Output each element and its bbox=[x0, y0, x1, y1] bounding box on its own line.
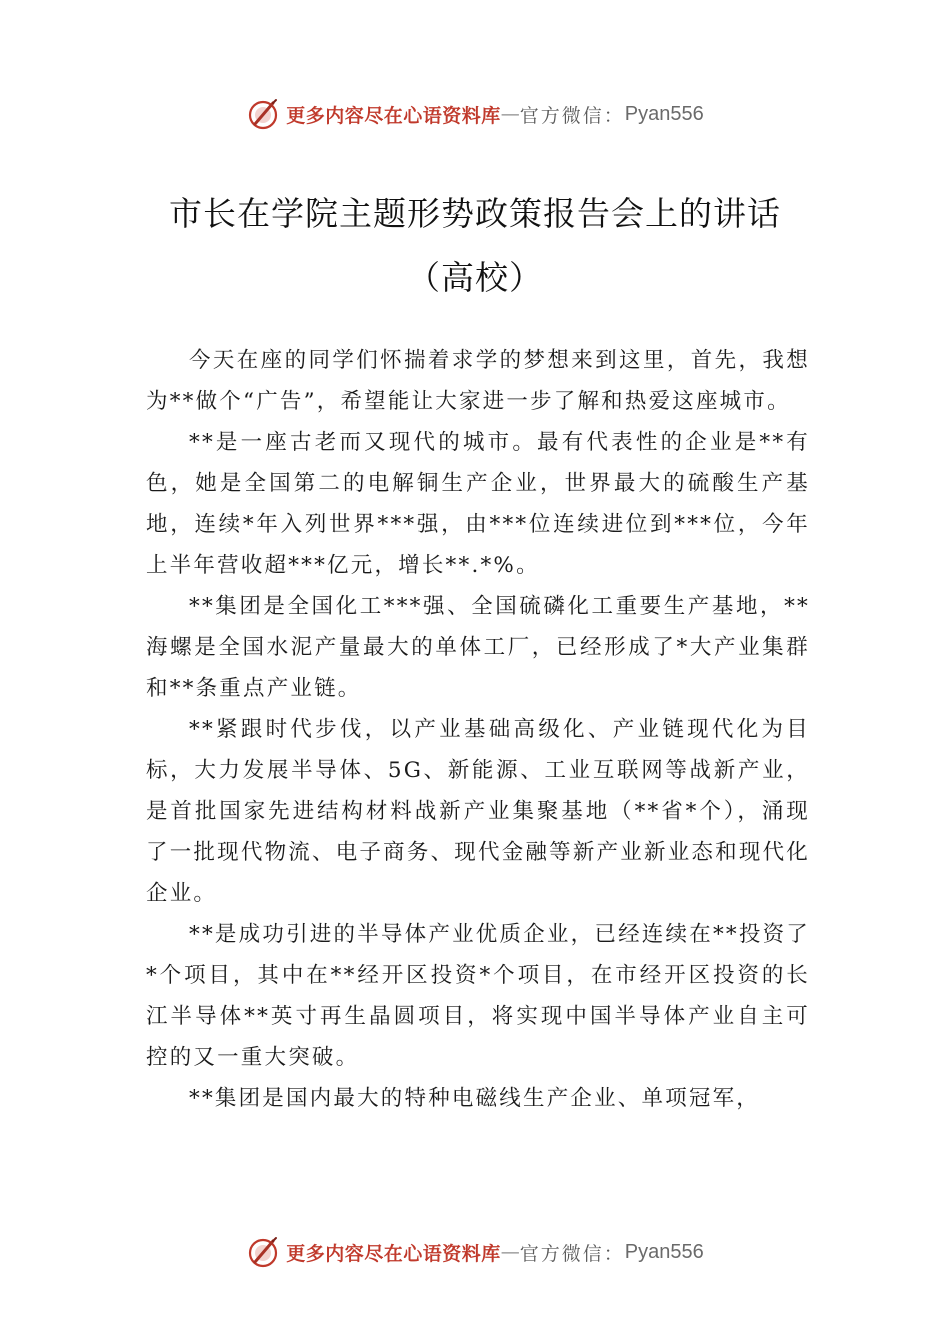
paragraph: **是成功引进的半导体产业优质企业，已经连续在**投资了*个项目，其中在**经开区投资*个项目，在市经开区投资的长江半导体**英寸再生晶圆项目，将实现中国半导体产业自主可控的又一重大突破。 bbox=[146, 922, 810, 1070]
banner-separator: — bbox=[500, 103, 520, 125]
banner-separator: — bbox=[500, 1241, 520, 1263]
paragraph: 今天在座的同学们怀揣着求学的梦想来到这里，首先，我想为**做个“广告”，希望能让大家进一步了解和热爱这座城市。 bbox=[146, 348, 810, 414]
pen-seal-logo-icon bbox=[246, 1235, 280, 1269]
paragraph: **紧跟时代步伐，以产业基础高级化、产业链现代化为目标，大力发展半导体、5G、新能源、工业互联网等战新产业，是首批国家先进结构材料战新产业集聚基地（**省*个），涌现了一批现代物流、电子商务、现代金融等新产业新业态和现代化企业。 bbox=[146, 717, 810, 906]
banner-wechat-label: 官方微信： bbox=[519, 1242, 625, 1265]
paragraph: **集团是全国化工***强、全国硫磷化工重要生产基地，**海螺是全国水泥产量最大的单体工厂，已经形成了*大产业集群和**条重点产业链。 bbox=[146, 594, 810, 701]
banner-brand-text: 更多内容尽在心语资料库 bbox=[286, 104, 501, 127]
pen-seal-logo-icon bbox=[246, 97, 280, 131]
header-banner bbox=[0, 94, 950, 134]
banner-brand-text: 更多内容尽在心语资料库 bbox=[286, 1242, 501, 1265]
banner-wechat-label: 官方微信： bbox=[519, 104, 625, 127]
banner-wechat-id: Pyan556 bbox=[624, 102, 704, 125]
banner-wechat-id: Pyan556 bbox=[624, 1240, 704, 1263]
document-title: 市长在学院主题形势政策报告会上的讲话 bbox=[169, 194, 781, 233]
footer-banner bbox=[0, 1232, 950, 1272]
paragraph: **是一座古老而又现代的城市。最有代表性的企业是**有色，她是全国第二的电解铜生产企业，世界最大的硫酸生产基地，连续*年入列世界***强，由***位连续进位到***位，今年上半年营收超***亿元，增长**.*%。 bbox=[146, 430, 810, 578]
document-subtitle: （高校） bbox=[407, 258, 543, 297]
document-body bbox=[146, 340, 810, 1119]
paragraph: **集团是国内最大的特种电磁线生产企业、单项冠军， bbox=[189, 1086, 761, 1111]
